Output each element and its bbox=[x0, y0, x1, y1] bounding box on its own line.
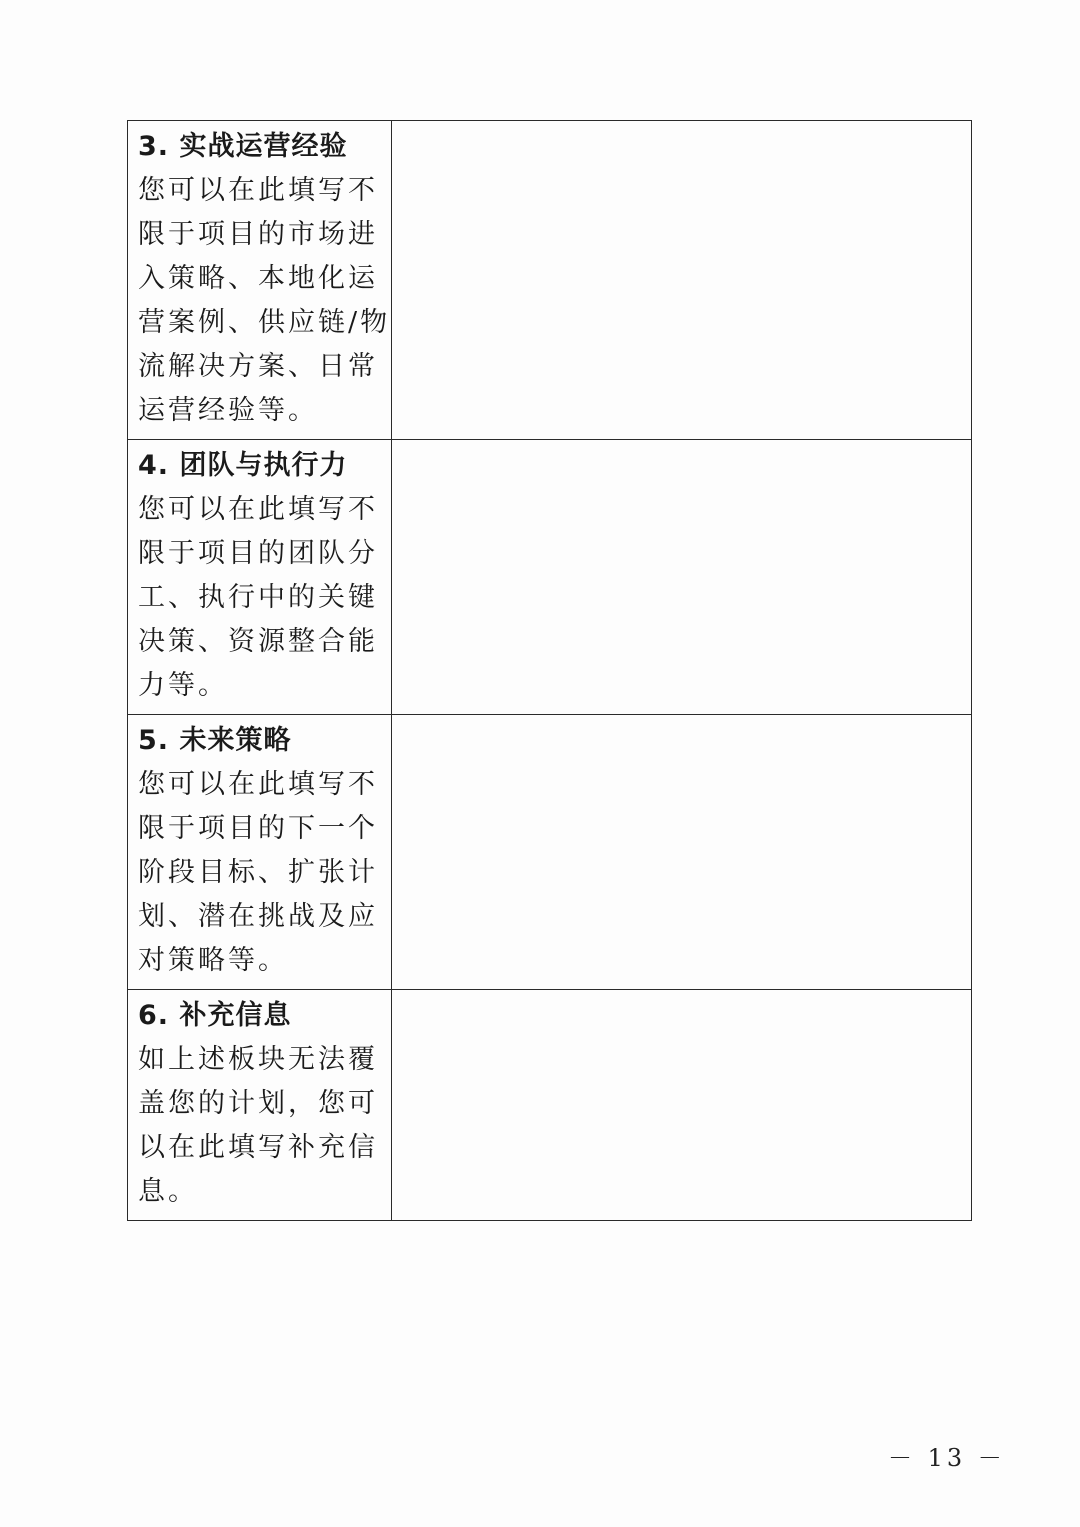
section-description bbox=[138, 488, 383, 708]
description-line: 限于项目的团队分 bbox=[138, 538, 378, 569]
answer-cell[interactable] bbox=[392, 715, 972, 990]
application-form-table bbox=[127, 120, 972, 1221]
label-cell bbox=[128, 990, 392, 1221]
description-line: 您可以在此填写不 bbox=[138, 769, 378, 800]
label-cell bbox=[128, 440, 392, 715]
answer-cell[interactable] bbox=[392, 121, 972, 440]
section-description bbox=[138, 169, 391, 433]
section-description bbox=[138, 763, 383, 983]
form-row-team-execution bbox=[128, 440, 972, 715]
description-line: 以在此填写补充信 bbox=[138, 1132, 378, 1163]
label-cell bbox=[128, 715, 392, 990]
description-line: 工、执行中的关键 bbox=[138, 582, 378, 613]
description-line: 限于项目的市场进 bbox=[138, 219, 378, 250]
form-row-operations-experience bbox=[128, 121, 972, 440]
section-title: 4. 团队与执行力 bbox=[138, 450, 348, 481]
description-line: 对策略等。 bbox=[138, 945, 288, 976]
form-row-supplementary-info bbox=[128, 990, 972, 1221]
page-number: － 13 － bbox=[888, 1444, 1006, 1472]
section-title: 5. 未来策略 bbox=[138, 725, 292, 756]
description-line: 营案例、供应链/物 bbox=[138, 307, 391, 338]
section-title: 6. 补充信息 bbox=[138, 1000, 292, 1031]
description-line: 您可以在此填写不 bbox=[138, 494, 378, 525]
answer-cell[interactable] bbox=[392, 440, 972, 715]
description-line: 力等。 bbox=[138, 670, 228, 701]
answer-cell[interactable] bbox=[392, 990, 972, 1221]
description-line: 阶段目标、扩张计 bbox=[138, 857, 378, 888]
description-line: 决策、资源整合能 bbox=[138, 626, 378, 657]
description-line: 息。 bbox=[138, 1176, 198, 1207]
description-line: 限于项目的下一个 bbox=[138, 813, 378, 844]
description-line: 划、潜在挑战及应 bbox=[138, 901, 378, 932]
description-line: 入策略、本地化运 bbox=[138, 263, 378, 294]
description-line: 如上述板块无法覆 bbox=[138, 1044, 378, 1075]
section-title: 3. 实战运营经验 bbox=[138, 131, 348, 162]
label-cell bbox=[128, 121, 392, 440]
description-line: 您可以在此填写不 bbox=[138, 175, 378, 206]
section-description bbox=[138, 1038, 383, 1214]
description-line: 流解决方案、日常 bbox=[138, 351, 378, 382]
description-line: 运营经验等。 bbox=[138, 395, 318, 426]
description-line: 盖您的计划，您可 bbox=[138, 1088, 378, 1119]
form-row-future-strategy bbox=[128, 715, 972, 990]
